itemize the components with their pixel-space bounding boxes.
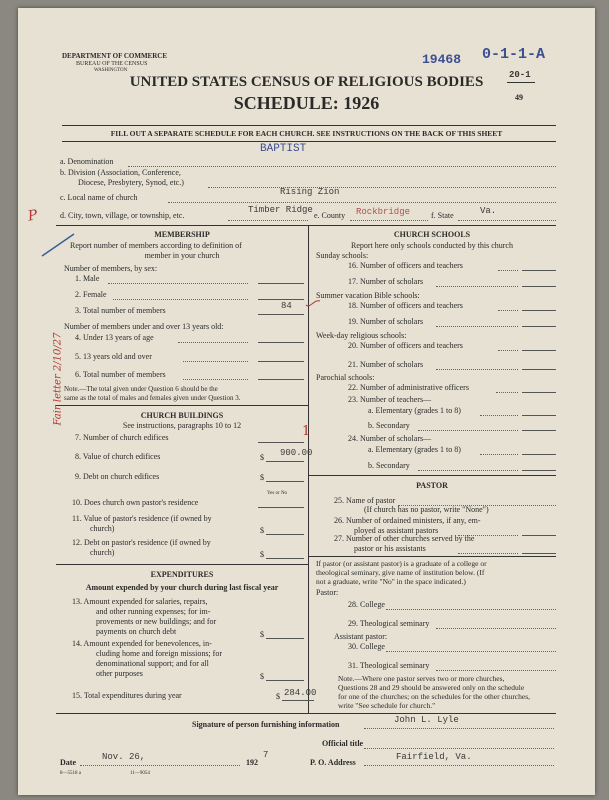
city-label: d. City, town, village, or township, etc. — [60, 211, 185, 220]
q10-label: 10. Does church own pastor's residence — [72, 498, 199, 507]
margin-note: Fair letter 2/10/27 — [52, 332, 64, 426]
q1-label: 1. Male — [75, 274, 100, 283]
q31-label: 31. Theological seminary — [348, 661, 430, 670]
q14-label-2: cluding home and foreign missions; for — [96, 649, 222, 658]
schools-title: CHURCH SCHOOLS — [393, 230, 471, 239]
q13-label-3: provements or new buildings; and for — [96, 617, 217, 626]
q21-label: 21. Number of scholars — [348, 360, 424, 369]
sunday-label: Sunday schools: — [316, 251, 369, 260]
q13-label: 13. Amount expended for salaries, repairs, — [72, 597, 208, 606]
check-mark-icon — [304, 297, 324, 311]
code-49: 49 — [515, 93, 523, 102]
asst-pastor-label: Assistant pastor: — [334, 632, 388, 641]
city-value: Timber Ridge — [248, 205, 313, 215]
signature-value: John L. Lyle — [394, 715, 459, 725]
q28-label: 28. College — [348, 600, 385, 609]
q8-label: 8. Value of church edifices — [75, 452, 161, 461]
q17-label: 17. Number of scholars — [348, 277, 424, 286]
membership-sub2: member in your church — [144, 251, 220, 260]
q26-label-2: ployed as assistant pastors — [354, 526, 439, 535]
q7-label: 7. Number of church edifices — [75, 433, 169, 442]
by-sex-label: Number of members, by sex: — [64, 264, 158, 273]
buildings-sub: See instructions, paragraphs 10 to 12 — [122, 421, 242, 430]
q12-label-2: church) — [90, 548, 115, 557]
title-schedule: SCHEDULE: 1926 — [233, 93, 380, 113]
pastor-note-4: write "See schedule for church." — [338, 701, 436, 710]
q15-value: 284.00 — [284, 688, 317, 698]
q18-label: 18. Number of officers and teachers — [348, 301, 463, 310]
stamp-number: 19468 — [422, 52, 462, 67]
q27-label: 27. Number of other churches served by the — [334, 534, 475, 543]
q14-label-3: denominational support; and for all — [96, 659, 209, 668]
q29-label: 29. Theological seminary — [348, 619, 430, 628]
buildings-title: CHURCH BUILDINGS — [140, 411, 224, 420]
q15-label: 15. Total expenditures during year — [72, 691, 182, 700]
margin-mark: P — [26, 207, 39, 225]
membership-note-1: Note.—The total given under Question 6 should be the — [64, 385, 218, 393]
weekday-label: Week-day religious schools: — [316, 331, 407, 340]
q23a-label: a. Elementary (grades 1 to 8) — [368, 406, 461, 415]
title-main: UNITED STATES CENSUS OF RELIGIOUS BODIES — [129, 74, 484, 90]
q13-label-4: payments on church debt — [96, 627, 177, 636]
q11-label-2: church) — [90, 524, 115, 533]
county-label: e. County — [314, 211, 346, 220]
q23b-label: b. Secondary — [368, 421, 410, 430]
q19-label: 19. Number of scholars — [348, 317, 424, 326]
pastor-note-3: for one of the churches; on the schedules for the other churches, — [338, 692, 531, 701]
q6-label: 6. Total number of members — [75, 370, 166, 379]
schools-sub: Report here only schools conducted by this church — [351, 241, 513, 250]
yes-no-label: Yes or No — [267, 491, 288, 496]
q24a-label: a. Elementary (grades 1 to 8) — [368, 445, 461, 454]
po-address-value: Fairfield, Va. — [396, 752, 472, 762]
expenditures-sub: Amount expended by your church during last fiscal year — [85, 583, 279, 592]
q11-label: 11. Value of pastor's residence (if owned by — [72, 514, 212, 523]
division-label-2: Diocese, Presbytery, Synod, etc.) — [78, 178, 184, 187]
q7-value: 1 — [302, 424, 311, 439]
q24b-label: b. Secondary — [368, 461, 410, 470]
age-label: Number of members under and over 13 years old: — [64, 322, 224, 331]
q9-label: 9. Debt on church edifices — [75, 472, 160, 481]
q14-label-4: other purposes — [96, 669, 143, 678]
q23-label: 23. Number of teachers— — [348, 395, 432, 404]
date-value: Nov. 26, — [102, 752, 146, 762]
year-prefix: 192 — [246, 758, 258, 767]
year-value: 7 — [263, 750, 269, 760]
print-code-1: 8—5518 a — [60, 771, 81, 776]
pastor-note-1: Note.—Where one pastor serves two or more churches, — [338, 674, 505, 683]
dept-label: DEPARTMENT OF COMMERCE — [62, 52, 168, 60]
membership-title: MEMBERSHIP — [154, 230, 210, 239]
city-label: WASHINGTON — [94, 68, 128, 73]
q22-label: 22. Number of administrative officers — [348, 383, 469, 392]
q16-label: 16. Number of officers and teachers — [348, 261, 463, 270]
po-address-label: P. O. Address — [310, 758, 356, 767]
grad-note-1: If pastor (or assistant pastor) is a graduate of a college or — [316, 559, 487, 568]
official-title-label: Official title — [322, 739, 364, 748]
q3-value: 84 — [281, 301, 292, 311]
q3-label: 3. Total number of members — [75, 306, 166, 315]
margin-stroke-icon — [38, 230, 78, 260]
denomination-label: a. Denomination — [60, 157, 114, 166]
q5-label: 5. 13 years old and over — [75, 352, 152, 361]
church-name-value: Rising Zion — [280, 187, 340, 197]
grad-note-2: theological seminary, give name of institution below. (If — [316, 568, 485, 577]
denomination-value: BAPTIST — [260, 143, 307, 155]
q2-label: 2. Female — [75, 290, 107, 299]
q25-label: 25. Name of pastor — [334, 496, 396, 505]
q24-label: 24. Number of scholars— — [348, 434, 432, 443]
stamp-code: 0-1-1-A — [482, 46, 546, 63]
division-label: b. Division (Association, Conference, — [60, 168, 181, 177]
bureau-label: BUREAU OF THE CENSUS — [76, 61, 148, 67]
membership-note-2: same as the total of males and females given under Question 3. — [64, 394, 241, 402]
q14-label: 14. Amount expended for benevolences, in- — [72, 639, 212, 648]
q13-label-2: and other running expenses; for im- — [96, 607, 211, 616]
church-name-label: c. Local name of church — [60, 193, 138, 202]
county-value: Rockbridge — [356, 207, 411, 217]
q20-label: 20. Number of officers and teachers — [348, 341, 463, 350]
code-20: 20-1 — [509, 70, 531, 80]
print-code-2: 11—9054 — [130, 771, 150, 776]
membership-sub1: Report number of members according to definition of — [70, 241, 242, 250]
census-form: DEPARTMENT OF COMMERCE BUREAU OF THE CENSUS WASHINGTON 19468 0-1-1-A 20-1 49 UNITED STATES CENSUS OF RELIGIOUS BODIES SCHEDULE: 1926 FILL OUT A SEPARATE SCHEDULE FOR EACH CHURCH. SEE INSTRUCTIONS ON THE BACK OF THIS SHEET BAPTIST a. Denomination b. Division (Association, Conference, Diocese, Presbytery, Synod, etc.) c. Local name of church Rising Zion d. City, town, village, or township, etc. Timber Ridge e. County Rockbridge f. State Va. MEMBERSHIP Report number of members according to definition of member in your church Number of members, by sex: 1. Male 2. Female 3. Total number of members 84 Number of members under and over 13 years old: 4. Under 13 years of age 5. 13 years old and over 6. Total number of members Note.—The total given under Question 6 should be the same as the total of males and females given under Question 3. CHURCH BUILDINGS See instructions, paragraphs 10 to 12 7. Number of church edifices 1 8. Value of church edifices $ 900.00 9. Debt on church edifices $ 10. Does church own pastor's residence Yes or No 11. Value of pastor's residence (if owned by church) $ 12. Debt on pastor's residence (if owned by church) $ EXPENDITURES Amount expended by your church during last fiscal year 13. Amount expended for salaries, repairs, and other running expenses; for im- provements or new buildings; and for payments on church debt $ 14. Amount expended for benevolences, in- cluding home and foreign missions; for denominational support; and for all other purposes $ 15. Total expenditures during year $ 284.00 CHURCH SCHOOLS Report here only schools conducted by this church Sunday schools: 16. Number of officers and teachers 17. Number of scholars Summer vacation Bible schools: 18. Number of officers and teachers 19. Number of scholars Week-day religious schools: 20. Number of officers and teachers 21. Number of scholars Parochial schools: 22. Number of administrative officers 23. Number of teachers— a. Elementary (grades 1 to 8) b. Secondary 24. Number of scholars— a. Elementary (grades 1 to 8) b. Secondary PASTOR 25. Name of pastor (If church has no pastor, write "None") 26. Number of ordained ministers, if any, em- ployed as assistant pastors 27. Number of other churches served by the pastor or his assistants If pastor (or assistant pastor) is a graduate of a college or theological seminary, give name of institution below. (If not a graduate, write "No" in the space indicated.) Pastor: 28. College 29. Theological seminary Assistant pastor: 30. College 31. Theological seminary Note.—Where one pastor serves two or more churches, Questions 28 and 29 should be answered only on the schedule for one of the churches; on the schedules for the other churches, write "See schedule for church." Signature of person furnishing information John L. Lyle Official title Date Nov. 26, 192 7 P. O. Address Fairfield, Va. 8—5518 a 11—9054 P Fair letter 2/10/27 — [18, 8, 595, 795]
expenditures-title: EXPENDITURES — [150, 570, 214, 579]
pastor-label: Pastor: — [316, 588, 339, 597]
q26-label: 26. Number of ordained ministers, if any, em- — [334, 516, 481, 525]
signature-label: Signature of person furnishing information — [192, 720, 340, 729]
state-value: Va. — [480, 206, 497, 216]
instruction-line: FILL OUT A SEPARATE SCHEDULE FOR EACH CHURCH. SEE INSTRUCTIONS ON THE BACK OF THIS SHEET — [110, 129, 503, 138]
summer-label: Summer vacation Bible schools: — [316, 291, 420, 300]
pastor-note-2: Questions 28 and 29 should be answered only on the schedule — [338, 683, 525, 692]
parochial-label: Parochial schools: — [316, 373, 375, 382]
q27-label-2: pastor or his assistants — [354, 544, 426, 553]
q25-note: (If church has no pastor, write "None") — [364, 505, 489, 514]
q4-label: 4. Under 13 years of age — [75, 333, 154, 342]
pastor-title: PASTOR — [416, 481, 448, 490]
state-label: f. State — [431, 211, 454, 220]
q30-label: 30. College — [348, 642, 385, 651]
q12-label: 12. Debt on pastor's residence (if owned by — [72, 538, 211, 547]
date-label: Date — [60, 758, 76, 767]
q8-value: 900.00 — [280, 448, 313, 458]
grad-note-3: not a graduate, write "No" in the space indicated.) — [316, 577, 466, 586]
